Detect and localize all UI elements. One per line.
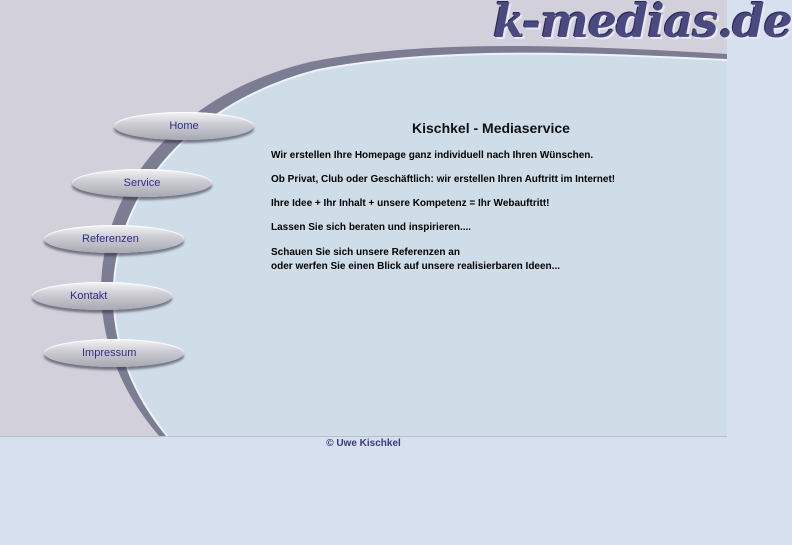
closing-line-1: Schauen Sie sich unsere Referenzen an [271,247,460,258]
main-content [271,112,711,274]
nav-button-referenzen[interactable] [44,225,184,253]
intro-paragraph-3: Ihre Idee + Ihr Inhalt + unsere Kompetenz = Ihr Webauftritt! [271,198,550,209]
nav-button-kontakt[interactable] [32,282,172,310]
footer-copyright: © Uwe Kischkel [326,438,401,449]
closing-line-2: oder werfen Sie einen Blick auf unsere realisierbaren Ideen... [271,261,560,272]
page-title: Kischkel - Mediaservice [412,120,570,136]
intro-paragraph-2: Ob Privat, Club oder Geschäftlich: wir erstellen Ihren Auftritt im Internet! [271,174,616,185]
nav-label-service: Service [123,177,161,189]
nav-label-kontakt: Kontakt [70,290,108,302]
site-logo[interactable]: k-medias.de [493,0,792,48]
closing-paragraph [271,246,711,274]
intro-paragraph-4: Lassen Sie sich beraten und inspirieren.... [271,222,472,233]
nav-label-impressum: Impressum [82,347,137,359]
nav-button-service[interactable] [72,169,212,197]
nav-label-referenzen: Referenzen [82,233,139,245]
nav-button-impressum[interactable] [44,339,184,367]
nav-button-home[interactable] [114,112,254,140]
footer-divider [0,436,727,437]
intro-paragraph-1: Wir erstellen Ihre Homepage ganz individuell nach Ihren Wünschen. [271,150,594,161]
nav-label-home: Home [169,120,199,132]
